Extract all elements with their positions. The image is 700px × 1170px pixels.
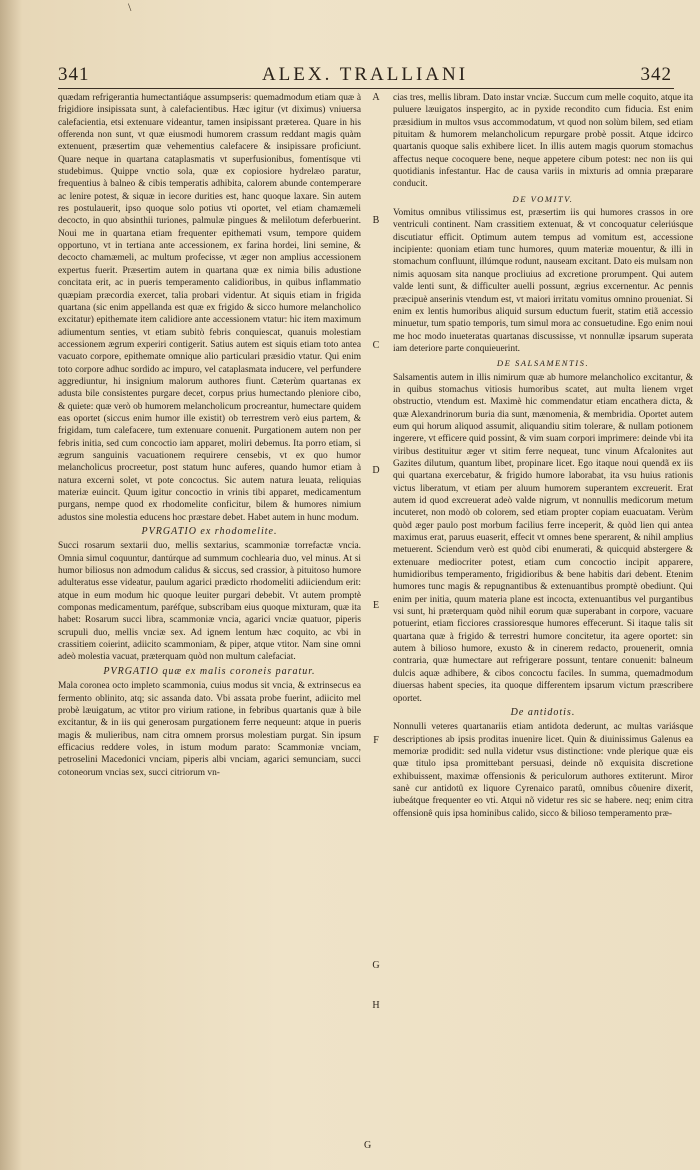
page-number-left: 341	[58, 64, 90, 85]
signature-mark: G	[364, 1140, 372, 1151]
section-marker-e: E	[372, 600, 380, 611]
section-marker-f: F	[373, 735, 379, 746]
running-title: ALEX. TRALLIANI	[261, 64, 469, 85]
paragraph: Succi rosarum sextarii duo, mellis sextarius, scammoniæ torrefactæ vncia. Omnia simul coquuntur, dantúrque ad summum cochlearia duo, vel minus. At si humor biliosus non admodum calidus & siccus, sed crassior, à pituitoso humore adulteratus esse videatur, paulum agarici prædicto rhodomeliti adiiciendum erit: atque in eum modum hic quoque leuiter purgari debebit. Vt autem promptè componas medicamentum, paréfque, subscribam eius quoque mixturam, quæ ita habet: Rosarum succi libra, scammoniæ vncia, agarici vnciæ quatuor, piperis scrupuli duo, mellis vnciæ sex. Ad ignem lentum hæc coquito, ac vbi in crassitiem coierint, adiicito scammoniam, & piper, atque vtitor. Nam sine omni adeò molestia vacuat, præterquam quòd non multum calefaciat.	[58, 541, 361, 663]
right-column	[393, 92, 693, 820]
section-marker-c: C	[372, 340, 380, 351]
running-header	[58, 64, 672, 86]
section-marker-d: D	[372, 465, 380, 476]
section-heading: DE SALSAMENTIS.	[496, 358, 590, 369]
paragraph: Nonnulli veteres quartanariis etiam antidota dederunt, ac multas variásque descriptiones ab ipsis proditas inuenire licet. Quin & diuinissimus Galenus ea memoriæ prodidit: sed nulla videtur vsus distinctione: vnde plerique quæ eis quæ titulo ipsa promittebant persuasi, deinde nõ exquisita discretione exhibuissent, maximæ offensionis & periculorum authores extiterunt. Miror sanè cur antidotû ex liquore Cyrenaico paratû, omnibus côuenire dixerit, iubeátque frequenter eo vti. Atqui nõ videtur res sic se habere. neq; enim citra offensionê quis ipsa hominibus calido, sicco & bilioso temperamento præ-	[393, 722, 693, 819]
page-number-right: 342	[640, 64, 672, 85]
paragraph: Mala coronea octo impleto scammonia, cuius modus sit vncia, & extrinsecus ea fermento oblinito, atq; sic assanda dato. Vbi assata probe fuerint, adiicito mel probè læuigatum, ac vtitor pro virium ratione, in febribus quartanis quæ à bile excitantur, & in iis qui generosam purgationem ferre nequeunt: atque in pueris magis & mulieribus, nam citra omnem prorsus molestiam purgat. Sin ipsum efficacius reddere voles, in istum modum parato: Scammoniæ vnciam, petroselini Macedonici vnciam, piperis albi vnciam, agarici semunciam, succi cotoneorum vncias sex, succi citriorum vn-	[58, 681, 361, 778]
header-rule	[58, 88, 674, 89]
section-heading: PVRGATIO ex rhodomelite.	[141, 526, 278, 538]
section-heading: De antidotis.	[510, 706, 576, 718]
section-marker-b: B	[372, 215, 380, 226]
section-heading: DE VOMITV.	[512, 193, 574, 204]
margin-mark: \	[128, 0, 132, 14]
section-marker-g: G	[372, 960, 380, 971]
paragraph: Vomitus omnibus vtilissimus est, præsertim iis qui humores crassos in ore ventriculi continent. Nam crassitiem extenuat, & vt concoquatur celeriúsque discutiatur efficit. Optimum autem tempus ad vomitum est, accessione incipiente: quoniam etiam tunc humores, quum materiæ mouentur, & illi in stomachum confluunt, illúmque rodunt, nauseam excitant. Dato eis mulsam non nimis aquosam sita nanque procliuius ad excretione prorumpent. Qui autem valde lenti sunt, & difficulter auelli possunt, ægrius excernentur. Ac pennis præcipuè anserinis vtendum est, vt maiori irritatu vomitus omnino proueniat. Si enim ex lentis humoribus aliquid sursum eductum fuerit, statim etiã accessio minuetur, tum spatio temporis, tum simul mora ac consuetudine. Ego enim noui me hoc modo inueteratas quartanas discussisse, vt nonnullæ ipsarum superata iam deteriore parte conquieuerint.	[393, 208, 693, 354]
left-column	[58, 92, 361, 779]
paragraph: quædam refrigerantia humectantiáque assumpseris: quemadmodum etiam quæ à frigidiore insipissata sunt, à calefacientibus. Hæc igitur (vt diximus) vniuersa calefacientia, etsi extenuare videantur, tamen insipissant præterea. Quare in his offerenda non sunt, vt quæ eiusmodi humorem crassum reddant magis quàm extenuent, præsertim quæ vehementius calefacere & insipissare proficiunt. Quare neque in quartana cataplasmatis vt superfusionibus, fomentísque vti studebimus. Quippe vnctio sola, quæ ex copiosiore hydrelæo paratur, frequentius à balneo & cibis temperatis adhibita, calorem abunde contemperare ac lenire potest, & siquæ in iecore durities est, hanc quoque laxare. Sin autem res postulauerit, ipso quoque solo potius vti oportet, vel etiam chamæmeli decocto, in quo absinthii turiones, palmulæ pingues & melilotum deferbuerint. Noui me in quartana etiam frequenter epithemati vsum, tempore quidem opportuno, vt in tertiana ante accessionem, ex farina hordei, lini semine, & decocto chamæmeli, ac multum profecisse, vt æger non amplius accessionem expertus fuerit. Præsertim autem in quartana quæ ex nimia bilis adustione concitata erit, ac in pueris temperamento calidioribus, in quibus inflammatio quæpiam præcordia exercet, talia probari videntur. At siquis etiam in frigida quartana (sic enim appellanda est quæ ex frigido & sicco humore melancholico excitatur) epithemate item calidiore ante accessionem vtatur: hic item maximum adiumentum senties, vt etiam subitò febris conquiescat, quanuis molestiam accessionem ægrum experiri contigerit. Satius autem est siquis etiam toto antea vacuato corpore, epithemate omnique alio particulari præsidio vtatur. Qui enim toto corpore adhuc sordido ac impuro, vel cataplasmata inducere, vel perfundere aggrediuntur, hi insignium malorum authores fiunt. Cæterùm quartanas ex adusta bile consistentes purgare decet, corpus prius humectando pleniore cibo, & quiete: quæ verò ob humorem melancholicum procreantur, humectare quidem eas oportet (siccus enim humor ille existit) ob terrestrem verò eius partem, & frigidam, tum calefacere, tum extenuare conuenit. Purgationem autem non per febris initia, sed cum concoctio iam apparet, moliri debemus. Ita porro etiam, si ægrum sanguinis vacuationem requirere censebis, vt ex quo humor melancholicus procreetur, post statum hunc auferes, quando humor etiam à natura excerni solet, vt pote concoctus. Sic autem natura leuata, reliquias materiæ euincit. Quum igitur concoctio in vrinis tibi apparet, medicamentum purgans, nempe quod ex rhodomelite conficitur, bilem & humores nimium adustos sine molestia educens hoc præstare debet. Habet autem in hunc modum.	[58, 93, 361, 523]
section-heading: PVRGATIO quæ ex malis coroneis paratur.	[103, 665, 316, 677]
section-marker-h: H	[372, 1000, 380, 1011]
paragraph: Salsamentis autem in illis nimirum quæ ab humore melancholico excitantur, & in quibus stomachus vitiosis humoribus scatet, aut multa lienem vrget obstructio, vtendum est. Maximè hic commendatur etiam encathera dicta, & quæ Alexandrinorum buria dia sunt, mænomenia, & membridia. Oportet autem eum qui horum aliquod assumit, aliquandiu sitim tolerare, & nullam potionem ingerere, vt efficere quid possint, & vim suam corpori imprimere: deinde vbi ita viribus destituitur æger vt sitim ferre nequeat, tunc vinum Afcalonites aut Gazites dilutum, quantum libet, propinare licet. Ego itaque noui quendã ex iis qui quartana exercebatur, & frigido humore laborabat, ita vsu huius rationis victus liberatum, vt etiam per aluum humorem superantem excreuerit. Erat autem id quod excreuerat adeò valde nigrum, vt nonnullis medicorum metum incuteret, non modò ob colorem, sed etiam propter copiam euacuatam. Verùm quòd æger paulo post morbum facilius ferre inceperit, & quòd lien qui antea maximus erat, paruus euaserit, effecit vt omnes bene sperarent, & nihil amplius metuerent. Sciendum verò est quòd cibi enumerati, & quicquid abstergere & extenuare mediocriter potest, etiam cum concoctio incipit apparere, humidioribus temperamento, frigidioribus & bene habitis dari debent. Etenim humores tunc magis & repugnantibus & extenuantibus promptè obediunt. Qui enim per initia, quum materia plane est incocta, extenuantibus vel purgantibus vsi sunt, hi præterquam quòd nihil eorum quæ superabant in corpore, vacuare potuerint, etiam ficciores crassioresque humores effecerunt. Si itaque talis sit quartana quæ à frigido & terrestri humore concitetur, ita agere oportet: sin autem à bilioso humore, exusto & in cinerem redacto, prouenerit, omnia contraria, quæ humectare aut refrigerare possunt, tentare conuenit: balneum dulcis aquæ adhibere, & cibos concoctu faciles. In summa, quemadmodum diuersas habent species, ita quoque differentem ipsarum victum præscribere oportet.	[393, 372, 693, 704]
section-marker-a: A	[372, 92, 380, 103]
binding-shadow	[0, 0, 22, 1170]
paragraph: cias tres, mellis libram. Dato instar vnciæ. Succum cum melle coquito, atque ita puluere læuigatos inspergito, ac in pyxide recondito cum fiducia. Est enim præsidium in multos vsus accommodatum, vt quod non solùm bilem, sed etiam pituitam & humorem melancholicum repurgare probè possit. Atque idcirco quartanis quoque salis exhibere licet. In illis autem magis quorum stomachus affectus neque cocoquere bene, neque appetere cibum potest: nec non iis qui quotidianis infestantur. Hac de causa variis in mixturis ad omnia præparare conducit.	[393, 93, 693, 190]
